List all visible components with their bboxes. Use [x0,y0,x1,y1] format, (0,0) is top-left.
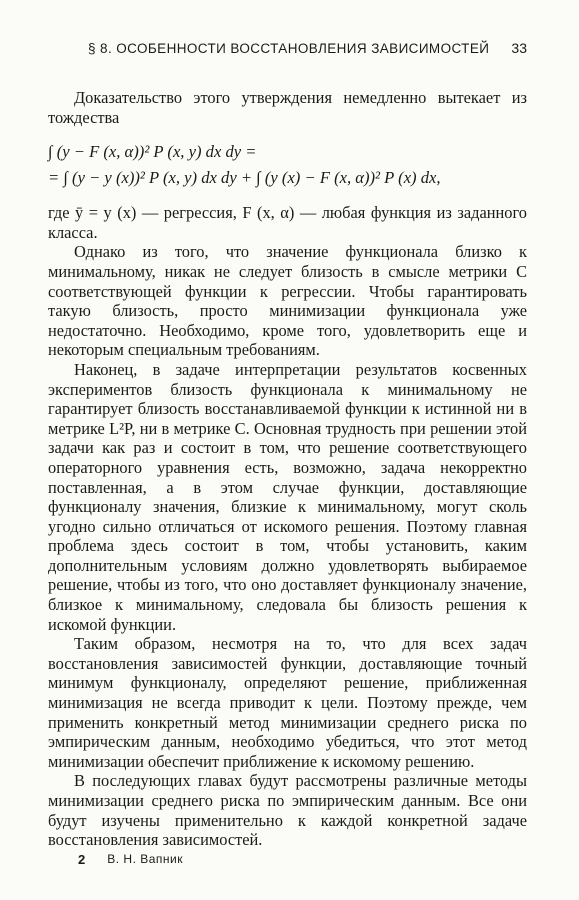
page-header [48,40,527,66]
paragraph-metric-c: Однако из того, что значение функционала близко к минимальному, никак не следует близость в смысле метрики C соответствующей функции к регрессии. Чтобы гарантировать такую близость, просто минимизации функционала уже недостаточно. Необходимо, кроме того, удовлетворить еще и некоторым специальным требованиям. [48,242,527,360]
paragraph-next-chapters: В последующих главах будут рассмотрены различные методы минимизации среднего риска по эмпирическим данным. Все они будут изучены применительно к каждой конкретной задаче восстановления зависимостей. [48,771,527,850]
signature-mark: 2 [78,852,86,867]
page-footer [78,852,183,867]
author-name: В. Н. Вапник [107,852,183,866]
page-number: 33 [511,40,527,56]
paragraph-regression: где ȳ = y (x) — регрессия, F (x, α) — любая функция из заданного класса. [48,203,527,242]
identity-formula [48,139,527,191]
paragraph-indirect-experiments: Наконец, в задаче интерпретации результатов косвенных экспериментов близость функционала к минимальному не гарантирует близость восстанавливаемой функции к истинной ни в метрике L²P, ни в метрике C. Основная трудность при решении этой задачи как раз и состоит в том, что решение соответствующего операторного уравнения есть, возможно, задача некорректно поставленная, а в этом случае функции, доставляющие функционалу значения, близкие к минимальному, могут сколь угодно сильно отличаться от искомого решения. Поэтому главная проблема здесь состоит в том, чтобы установить, каким дополнительным условиям должно удовлетворять выбираемое решение, чтобы из того, что оно доставляет функционалу значение, близкое к минимальному, следовала бы близость решения к искомой функции. [48,359,527,634]
running-head: § 8. ОСОБЕННОСТИ ВОССТАНОВЛЕНИЯ ЗАВИСИМОСТЕЙ [88,41,490,56]
paragraph-conclusion: Таким образом, несмотря на то, что для всех задач восстановления зависимостей функции, доставляющие точный минимум функционалу, определяют решение, приближенная минимизация не всегда приводит к цели. Поэтому прежде, чем применить конкретный метод минимизации среднего риска по эмпирическим данным, необходимо убедиться, что этот метод минимизации обеспечит приближение к искомому решению. [48,634,527,771]
formula-line-1: ∫ (y − F (x, α))² P (x, y) dx dy = [48,142,257,162]
formula-line-2: = ∫ (y − y (x))² P (x, y) dx dy + ∫ (y (x) − F (x, α))² P (x) dx, [48,168,441,188]
paragraph-intro: Доказательство этого утверждения немедленно вытекает из тождества [48,88,527,127]
page-body [48,88,527,850]
